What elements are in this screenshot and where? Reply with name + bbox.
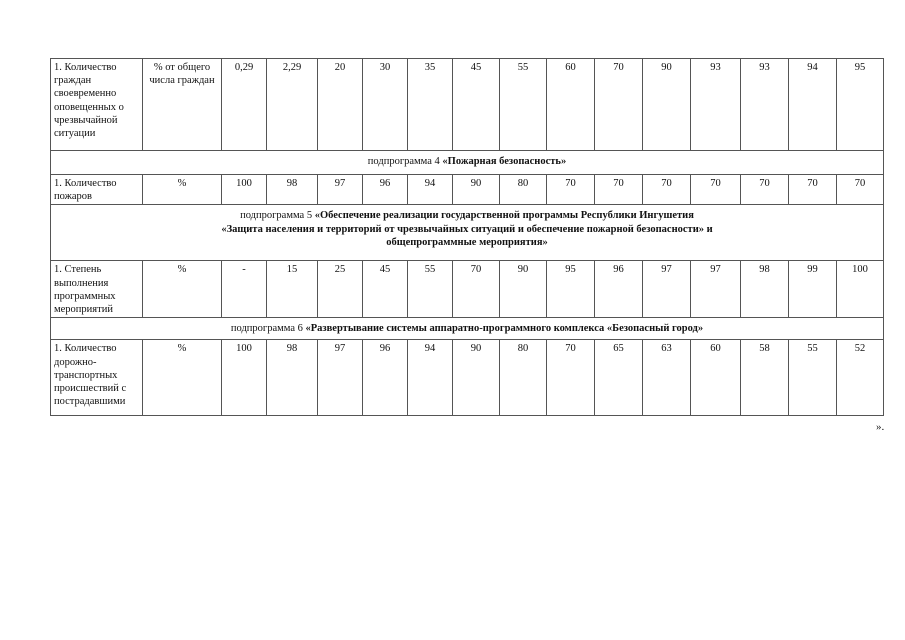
value-cell: - <box>222 261 267 318</box>
value-cell: 94 <box>408 175 453 205</box>
value-cell: 100 <box>837 261 884 318</box>
value-cell: 70 <box>741 175 789 205</box>
value-cell: 97 <box>643 261 691 318</box>
value-cell: 63 <box>643 340 691 416</box>
subprogram-title: «Пожарная безопасность» <box>442 156 567 167</box>
value-cell: 97 <box>691 261 741 318</box>
value-cell: 99 <box>789 261 837 318</box>
value-cell: 80 <box>500 340 547 416</box>
unit-cell: % <box>143 340 222 416</box>
indicator-row <box>51 175 884 205</box>
value-cell: 98 <box>267 175 318 205</box>
value-cell: 93 <box>741 59 789 151</box>
subprogram-heading <box>51 205 884 261</box>
value-cell: 70 <box>453 261 500 318</box>
value-cell: 70 <box>643 175 691 205</box>
value-cell: 80 <box>500 175 547 205</box>
subprogram-number: подпрограмма 4 <box>367 156 443 167</box>
unit-cell: % <box>143 175 222 205</box>
value-cell: 90 <box>453 340 500 416</box>
subprogram-row <box>51 318 884 340</box>
value-cell: 96 <box>363 175 408 205</box>
value-cell: 70 <box>547 340 595 416</box>
subprogram-heading <box>51 318 884 340</box>
value-cell: 20 <box>318 59 363 151</box>
unit-cell: % от общего числа граждан <box>143 59 222 151</box>
value-cell: 94 <box>789 59 837 151</box>
value-cell: 100 <box>222 175 267 205</box>
value-cell: 96 <box>595 261 643 318</box>
closing-quote: ». <box>876 421 885 433</box>
value-cell: 70 <box>595 175 643 205</box>
value-cell: 60 <box>547 59 595 151</box>
value-cell: 94 <box>408 340 453 416</box>
value-cell: 65 <box>595 340 643 416</box>
value-cell: 70 <box>547 175 595 205</box>
value-cell: 93 <box>691 59 741 151</box>
indicator-label: 1. Степень выполнения программных мероприятий <box>51 261 143 318</box>
value-cell: 97 <box>318 340 363 416</box>
value-cell: 97 <box>318 175 363 205</box>
subprogram-number: подпрограмма 6 <box>230 323 306 335</box>
value-cell: 70 <box>595 59 643 151</box>
indicator-label: 1. Количество пожаров <box>51 175 143 205</box>
value-cell: 52 <box>837 340 884 416</box>
value-cell: 96 <box>363 340 408 416</box>
value-cell: 55 <box>408 261 453 318</box>
subprogram-number: подпрограмма 5 <box>240 210 315 222</box>
value-cell: 70 <box>691 175 741 205</box>
indicators-table <box>50 58 884 416</box>
value-cell: 45 <box>363 261 408 318</box>
value-cell: 100 <box>222 340 267 416</box>
value-cell: 95 <box>837 59 884 151</box>
indicator-row <box>51 59 884 151</box>
value-cell: 25 <box>318 261 363 318</box>
subprogram-heading <box>51 151 884 175</box>
value-cell: 0,29 <box>222 59 267 151</box>
value-cell: 55 <box>789 340 837 416</box>
indicator-row <box>51 340 884 416</box>
value-cell: 70 <box>837 175 884 205</box>
value-cell: 30 <box>363 59 408 151</box>
subprogram-row <box>51 205 884 261</box>
value-cell: 98 <box>267 340 318 416</box>
value-cell: 95 <box>547 261 595 318</box>
value-cell: 2,29 <box>267 59 318 151</box>
value-cell: 90 <box>643 59 691 151</box>
value-cell: 90 <box>453 175 500 205</box>
unit-cell: % <box>143 261 222 318</box>
indicator-row <box>51 261 884 318</box>
value-cell: 98 <box>741 261 789 318</box>
subprogram-row <box>51 151 884 175</box>
value-cell: 90 <box>500 261 547 318</box>
value-cell: 55 <box>500 59 547 151</box>
indicator-label: 1. Количество граждан своевременно оповещенных о чрезвычайной ситуации <box>51 59 143 151</box>
value-cell: 70 <box>789 175 837 205</box>
value-cell: 58 <box>741 340 789 416</box>
indicator-label: 1. Количество дорожно-транспортных происшествий с пострадавшими <box>51 340 143 416</box>
subprogram-title: «Обеспечение реализации государственной программы Республики Ингушетия «Защита населения и территорий от чрезвычайных ситуаций и обеспечение пожарной безопасности» и общепрограммные мероприятия» <box>221 210 713 248</box>
value-cell: 45 <box>453 59 500 151</box>
subprogram-title: «Развертывание системы аппаратно-программного комплекса «Безопасный город» <box>305 323 704 335</box>
value-cell: 60 <box>691 340 741 416</box>
value-cell: 15 <box>267 261 318 318</box>
value-cell: 35 <box>408 59 453 151</box>
